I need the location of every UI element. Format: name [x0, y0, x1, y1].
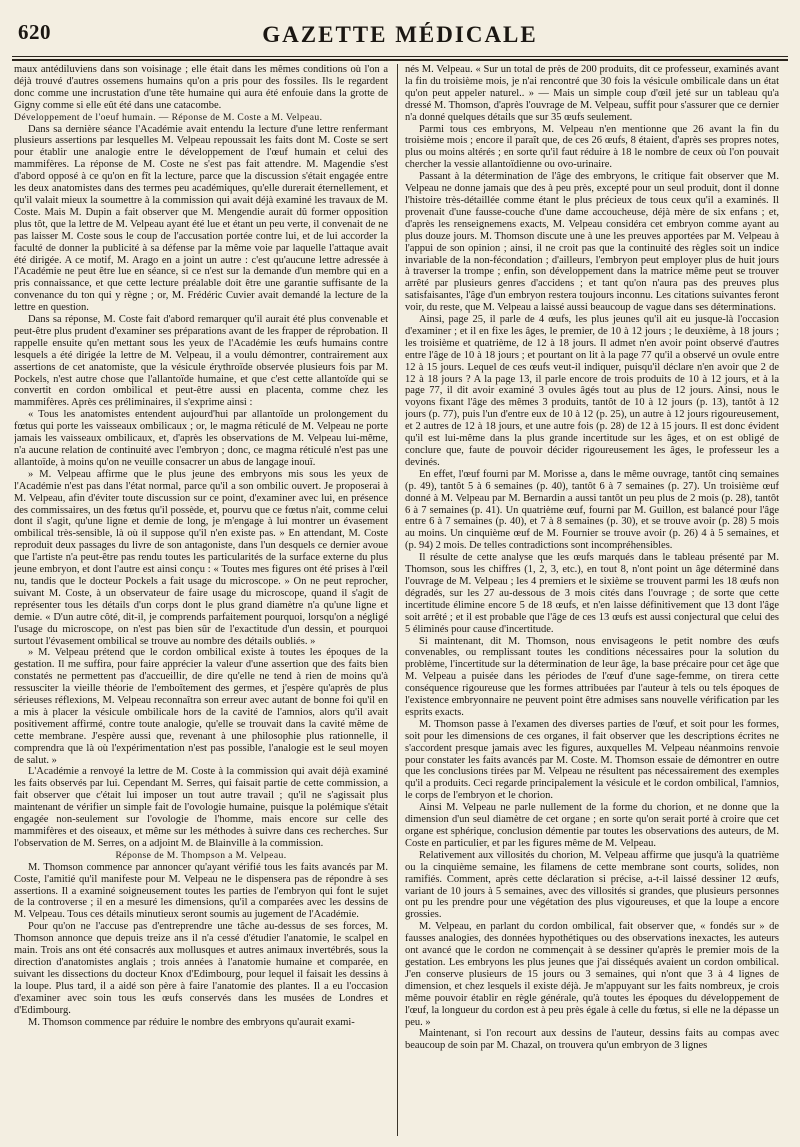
section-heading-thompson: Réponse de M. Thompson a M. Velpeau.	[115, 849, 287, 861]
section-heading-coste: Développement de l'oeuf humain. — Réponse de M. Coste a M. Velpeau.	[14, 111, 323, 123]
paragraph: Dans sa dernière séance l'Académie avait entendu la lecture d'une lettre renfermant plusieurs assertions par lesquelles M. Velpeau repoussait les faits dont M. Coste se sert pour établir une analogie entre le développement de l'œuf humain et celui des mammifères. La réponse de M. Coste ne s'est pas fait attendre. M. Magendie s'est d'abord opposé à ce qu'on en fît la lecture, parce que la discussion s'était engagée entre les deux anatomistes dans des termes peu académiques, qu'elle durerait éternellement, et qu'il valait mieux la soumettre à la commission qui avait déjà examiné les travaux de M. Coste. Mais M. Dupin a fait observer que M. Mengendie aurait dû former opposition plus tôt, que la lettre de M. Velpeau ayant été lue et étant un peu verte, il convenait de ne pas laisser M. Coste sous le coup de l'accusation portée contre lui, et de lui accorder la faculté de donner la publicité à sa défense par la même voie par laquelle l'attaque avait été dirigée. A ce motif, M. Arago en a joint un autre : c'est qu'aucune lettre adressée à l'Académie ne peut être lue en séance, si ce n'est sur la demande d'un membre qui en a pris connaissance, et que cette lecture préalable doit être une garantie suffisante de la convenance du ton qui y règne ; or, M. Frédéric Cuvier avait demandé la lecture de la lettre en question.	[14, 123, 388, 314]
paragraph: » M. Velpeau affirme que le plus jeune des embryons mis sous les yeux de l'Académie n'est pas dans l'état normal, parce qu'il a son ombilic ouvert. Je proposerai à M. Velpeau, afin d'éviter toute discussion sur ce point, d'examiner avec lui, en présence des commissaires, un des fœtus qu'il possède, et, pourvu que ce fœtus n'ait, comme celui dont il s'agit, qu'une ligne et demie de long, je m'engage à lui montrer un évasement ombilical très-sensible, là où il suppose qu'il n'en existe pas. » En attendant, M. Coste reproduit deux passages du livre de son antagoniste, dans l'un desquels ce dernier avoue que l'artiste n'a peut-être pas rendu toutes les particularités de la surface externe du plus jeune embryon, et dont l'autre est ainsi conçu : « Toutes mes figures ont été prises à l'œil nu, tandis que le docteur Pockels a fait usage du microscope. » On ne peut reprocher, suivant M. Coste, à un observateur de faire usage du microscope, quand il s'agit de représenter tous les détails d'un corps dont le plus grand diamètre n'a qu'une ligne et demie. « D'un autre côté, dit-il, je comprends parfaitement pourquoi, lorsqu'on a négligé l'usage du microscope, on n'est pas bien sûr de l'exactitude d'un dessin, et pourquoi surtout l'évasement ombilical se trouve au nombre des détails oubliés. »	[14, 468, 388, 647]
continuation-paragraph: maux antédiluviens dans son voisinage ; elle était dans les mêmes conditions où l'on a déjà trouvé d'autres ossemens humains qu'on a pris pour des fossiles. Ils le regardent donc comme une incrustation d'une tête humaine qui aura été enfouie dans la grotte de Gigny comme si elle eût été dans une catacombe.	[14, 64, 388, 111]
left-column	[14, 64, 388, 1136]
paragraph: M. Thomson passe à l'examen des diverses parties de l'œuf, et soit pour les formes, soit pour les dimensions de ces organes, il fait observer que les descriptions écrites ne s'accordent presque jamais avec les figures, auxquelles M. Velpeau néanmoins renvoie pour constater les faits avancés par M. Coste. M. Thomson essaie de démontrer en outre que les conclusions tirées par M. Velpeau ne résultent pas nécessairement des exemples qu'il a produits. Ceci regarde principalement la vésicule et le cordon ombilical, l'amnios, le corps de l'embryon et le chorion.	[405, 718, 779, 802]
paragraph: M. Thomson commence par réduire le nombre des embryons qu'aurait exami-	[28, 1016, 355, 1028]
page-header	[12, 20, 788, 56]
page-number: 620	[18, 20, 51, 44]
paragraph: En effet, l'œuf fourni par M. Morisse a, dans le même ouvrage, tantôt cinq semaines (p. 49), tantôt 5 à 6 semaines (p. 40), tantôt 6 à 7 semaines (p. 27). Un troisième œuf donné à M. Velpeau par M. Bernardin a aussi tantôt un peu plus de 2 mois (p. 28), tantôt 6 à 7 semaines (p. 41). Un quatrième œuf, fourni par M. Guillon, est balancé pour l'âge entre 6 à 7 semaines (p. 40), et 7 à 8 semaines (p. 30), et se trouve avoir (p. 28) 5 mois au moins. Un cinquième œuf de M. Fournier se trouve avoir (p. 26) 4 à 5 semaines, et (p. 94) 2 mois. De telles contradictions sont incompréhensibles.	[405, 468, 779, 552]
paragraph: Ainsi, page 25, il parle de 4 œufs, les plus jeunes qu'il ait eu jusque-là l'occasion d'examiner ; et il en fixe les âges, le premier, de 10 à 12 jours ; le deuxième, à 18 jours ; les troisième et quatrième, de 12 à 18 jours. Il admet n'en avoir point observé d'autres entre l'âge de 10 à 18 jours ; et pourtant on lit à la page 77 qu'il a observé un ovule entre 12 à 15 jours. Lequel de ces œufs veut-il indiquer, puisqu'il déclare n'en avoir que 2 de 12 à 18 jours ? A la page 13, il parle encore de trois produits de 10 à 12 jours, et à la page 77, il dit avoir examiné 3 ovules âgés tout au plus de 12 jours. Ainsi, nous le voyons fixant l'âge des mêmes 3 produits, tantôt de 10 à 12 jours (p. 13), tantôt à 12 jours (p. 77), puis l'un d'entre eux de 10 à 12 (p. 25), un autre à 12 jours rigoureusement, et 2 autres de 12 à 18 jours, et une autre fois (p. 28) de 12 à 15 jours. Il est donc évident qu'il est lui-même dans la plus grande incertitude sur les âges, et on est obligé de conclure que, faute de pouvoir décider rigoureusement les âges, le professeur les a devinés.	[405, 314, 779, 468]
right-column	[405, 64, 779, 1136]
paragraph: « Tous les anatomistes entendent aujourd'hui par allantoïde un prolongement du fœtus qui porte les vaisseaux ombilicaux ; or, le magma réticulé de M. Velpeau ne porte jamais les vaisseaux ombilicaux, et, d'après les observations de M. Velpeau lui-même, n'a aucune relation de continuité avec l'embryon ; donc, ce magma réticulé n'est pas une allantoïde, à moins qu'on ne veuille consacrer un abus de langage inouï.	[14, 409, 388, 468]
paragraph: Dans sa réponse, M. Coste fait d'abord remarquer qu'il aurait été plus convenable et peut-être plus prudent d'examiner ses préparations avant de les frapper de réprobation. Il rappelle ensuite qu'en mettant sous les yeux de l'Académie les œufs humains contre lesquels a été dirigée la lettre de M. Velpeau, il a voulu démontrer, contrairement aux assertions de cet anatomiste, que la vésicule érythroïde observée plusieurs fois par M. Pockels, n'est autre chose que l'allantoïde humaine, et que c'est cette allantoïde qui se convertit en cordon ombilical et peut-être aussi en placenta, comme chez les mammifères. Après ces préliminaires, il s'exprime ainsi :	[14, 314, 388, 409]
paragraph: nés M. Velpeau. « Sur un total de près de 200 produits, dit ce professeur, examinés avant la fin du troisième mois, je n'ai rencontré que 30 fois la vésicule ombilicale dans un état qu'on peut appeler naturel.. » — Mais un simple coup d'œil jeté sur un tableau qu'a dressé M. Thomson, d'après l'ouvrage de M. Velpeau, suffit pour s'assurer que ce dernier n'a donné quelques détails que sur 35 œufs seulement.	[405, 64, 779, 123]
paragraph: » M. Velpeau prétend que le cordon ombilical existe à toutes les époques de la gestation. Il me suffira, pour faire apprécier la valeur d'une assertion que des faits bien constatés ne permettent pas d'accueillir, de dire qu'elle ne tend à rien de moins qu'à ressusciter la vieille théorie de l'emboîtement des germes, et j'espère qu'après de plus sérieuses réflexions, M. Velpeau reconnaîtra son erreur avec autant de bonne foi qu'il en a mis à placer la vésicule ombilicale hors de la cavité de l'amnios, alors qu'il avait positivement affirmé, contre toute analogie, qu'elle se trouvait dans la cavité même de cette membrane. J'espère aussi que, revenant à une philosophie plus rationnelle, il comprendra que là où l'expérimentation n'est pas possible, l'analogie est le seul moyen de salut. »	[14, 647, 388, 766]
paragraph: M. Velpeau, en parlant du cordon ombilical, fait observer que, « fondés sur » de fausses analogies, des données hypothétiques ou des observations inexactes, les auteurs ont avancé que le cordon ne commençait à se dessiner qu'après le premier mois de la gestation. Les embryons les plus jeunes que j'ai disséqués avaient un cordon ombilical. J'en conserve plusieurs de 15 jours ou 3 semaines, qui n'ont que 3 à 4 lignes de dimension, et chez lesquels il existe déjà. Je m'appuyant sur les faits nombreux, je crois même pouvoir établir en règle générale, qu'à toutes les époques du développement de l'œuf, la longueur du cordon est à peu près égale à celle du fœtus, si elle ne la dépasse un peu. »	[405, 921, 779, 1028]
journal-title: GAZETTE MÉDICALE	[262, 22, 538, 47]
paragraph: Maintenant, si l'on recourt aux dessins de l'auteur, dessins faits au compas avec beaucoup de soin par M. Chazal, on trouvera qu'un embryon de 3 lignes	[405, 1028, 779, 1052]
paragraph: Passant à la détermination de l'âge des embryons, le critique fait observer que M. Velpeau ne donne jamais que des à peu près, excepté pour un seul produit, dont il donne l'histoire très-détaillée comme étant le plus précieux de tous ceux qu'il a examinés. Il provenait d'une fausse-couche d'une dame accoucheuse, déjà mère de six enfans ; et, d'après les renseignemens exacts, M. Velpeau considéra cet embryon comme ayant au plus douze jours. M. Thomson discute une à une les preuves apportées par M. Velpeau à l'appui de son opinion ; ainsi, il ne croit pas que la continuité des règles soit un indice invariable de la non-fécondation ; d'ailleurs, l'embryon peut employer plus de huit jours à traverser la trompe ; enfin, son développement dans la matrice même peut se trouver arrêté par plusieurs genres d'accidens ; et tant qu'on n'aura pas des preuves plus satisfaisantes, l'âge d'un embryon restera toujours inconnu. Les citations suivantes feront voir, du reste, que M. Velpeau a laissé aussi beaucoup de vague dans ses déterminations.	[405, 171, 779, 314]
paragraph: Pour qu'on ne l'accuse pas d'entreprendre une tâche au-dessus de ses forces, M. Thomson annonce que depuis treize ans il n'a cessé d'étudier l'anatomie, le scalpel en main. Trois ans ont été consacrés aux mollusques et autres animaux invertébrés, sous la direction d'anatomistes anglais ; trois années à l'anatomie humaine et comparée, en suivant les dissections du docteur Knox d'Edimbourg, pour lequel il faisait les dessins à la loupe. Plus tard, il a aidé son père à faire l'anatomie des plantes. Il a eu l'occasion d'examiner avec soin tous les œufs conservés dans les musées de Londres et d'Edimbourg.	[14, 921, 388, 1016]
paragraph: Relativement aux villosités du chorion, M. Velpeau affirme que jusqu'à la quatrième ou la cinquième semaine, les filamens de cette membrane sont courts, solides, non ramifiés. Comment, après cette déclaration si précise, a-t-il laissé dessiner 12 œufs, variant de 10 jours à 5 semaines, avec des villosités si grandes, que plusieurs personnes ont pu les prendre pour une végétation des plus vigoureuses, et que la loupe a encore grossies.	[405, 849, 779, 921]
header-rule-thick	[12, 59, 788, 61]
paragraph: Si maintenant, dit M. Thomson, nous envisageons le petit nombre des œufs convenables, ou remplissant toutes les conditions nécessaires pour la solution du problème, l'incertitude sur la détermination de leur âge, la base précaire pour cet âge que M. Velpeau a puisée dans les périodes de l'œuf d'une sage-femme, on tirera cette conséquence rigoureuse que les formes attribuées par l'auteur à tels ou tels époques de l'existence embryonnaire ne peuvent point être admises sans nouvelle vérification par les esprits exacts.	[405, 635, 779, 718]
paragraph: Ainsi M. Velpeau ne parle nullement de la forme du chorion, et ne donne que la dimension d'un seul diamètre de cet organe ; en sorte qu'on serait porté à croire que cet organe est sphérique, conclusion démentie par toutes les observations des auteurs, de M. Coste en particulier, et par les figures même de M. Velpeau.	[405, 802, 779, 849]
paragraph: L'Académie a renvoyé la lettre de M. Coste à la commission qui avait déjà examiné les faits observés par lui. Cependant M. Serres, qui faisait partie de cette commission, a fait observer que c'était lui imposer un tout autre travail ; qu'il ne s'agissait plus maintenant de vérifier un simple fait de l'ovologie humaine, puisque la polémique s'était engagée non-seulement sur l'ovologie de l'homme, mais encore sur celle des mammifères et des oiseaux, et même sur les méthodes à suivre dans ces recherches. Sur l'observation de M. Serres, on a adjoint M. de Blainville à la commission.	[14, 766, 388, 849]
header-rule	[12, 56, 788, 57]
paragraph: Il résulte de cette analyse que les œufs marqués dans le tableau présenté par M. Thomson, sous les chiffres (1, 2, 3, etc.), en tout 8, n'ont point un âge déterminé dans l'ouvrage de M. Velpeau ; les 4 premiers et le sixième se trouvent parmi les 18 œufs non dégradés, sur les 27 au-dessous de 3 mois cités dans l'ouvrage ; de sorte que cette incertitude élimine encore 5 de 18 œufs, et n'en laisse définitivement que 13 dont l'âge soit arrêté ; et il est probable que l'âge de ces 13 œufs est aussi conjectural que celui des 5 éliminés pour cause d'incertitude.	[405, 552, 779, 635]
paragraph: Parmi tous ces embryons, M. Velpeau n'en mentionne que 26 avant la fin du troisième mois ; encore il paraît que, de ces 26 œufs, 8 étaient, d'après ses propres notes, plus ou moins altérés ; en sorte qu'il faut réduire à 18 le nombre de ceux où l'on pouvait chercher la vessie allantoïdienne ou ovo-urinaire.	[405, 123, 779, 171]
paragraph: M. Thomson commence par annoncer qu'ayant vérifié tous les faits avancés par M. Coste, l'amitié qu'il manifeste pour M. Velpeau ne le dispensera pas de répondre à ses assertions. Il a examiné soigneusement toutes les parties de l'embryon qui font le sujet de la controverse ; il en a mesuré les dimensions, qu'il a comparées avec les dessins de M. Velpeau. Tous ces détails minutieux seront soumis au jugement de l'Académie.	[14, 861, 388, 921]
column-divider	[397, 64, 398, 1136]
